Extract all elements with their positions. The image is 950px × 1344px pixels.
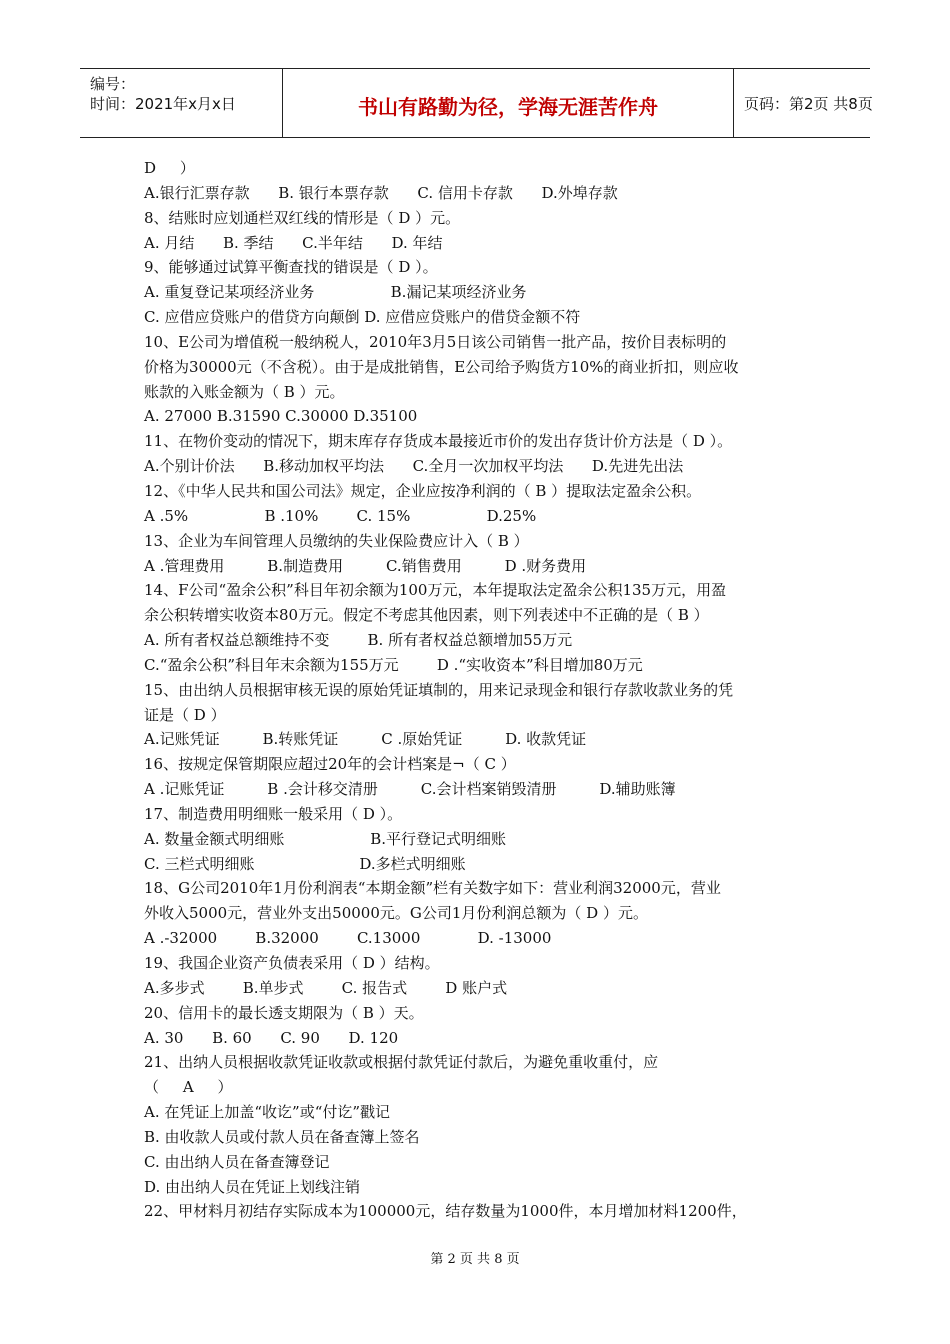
text-line: A. 30 B. 60 C. 90 D. 120 [144, 1028, 399, 1047]
header-left-cell [80, 69, 283, 137]
text-line: 22、甲材料月初结存实际成本为100000元，结存数量为1000件，本月增加材料1200件， [144, 1202, 747, 1221]
text-line: D ） [144, 159, 195, 177]
text-line: 20、信用卡的最长透支期限为（ B ）天。 [144, 1003, 424, 1022]
text-line: 价格为30000元（不含税）。由于是成批销售，E公司给予购货方10%的商业折扣，则应收 [144, 357, 739, 376]
text-line: A. 在凭证上加盖“收讫”或“付讫”戳记 [144, 1103, 391, 1122]
text-line: （ A ） [144, 1078, 233, 1097]
text-line: 外收入5000元，营业外支出50000元。G公司1月份利润总额为（ D ）元。 [144, 904, 648, 923]
text-line: 19、我国企业资产负债表采用（ D ）结构。 [144, 954, 440, 972]
text-line: A.银行汇票存款 B. 银行本票存款 C. 信用卡存款 D.外埠存款 [144, 183, 618, 202]
time-label: 时间：2021年x月x日 [90, 95, 236, 113]
text-line: A.多步式 B.单步式 C. 报告式 D 账户式 [144, 978, 508, 997]
text-line: C. 由出纳人员在备查簿登记 [144, 1152, 330, 1171]
header-right-cell [734, 69, 873, 137]
text-line: 13、企业为车间管理人员缴纳的失业保险费应计入（ B ） [144, 531, 529, 550]
text-line: A .5% B .10% C. 15% D.25% [144, 506, 537, 525]
text-line: A. 月结 B. 季结 C.半年结 D. 年结 [144, 233, 443, 252]
text-line: A.记账凭证 B.转账凭证 C .原始凭证 D. 收款凭证 [144, 730, 587, 749]
text-line: 15、由出纳人员根据审核无误的原始凭证填制的，用来记录现金和银行存款收款业务的凭 [144, 680, 734, 699]
text-line: C. 应借应贷账户的借贷方向颠倒 D. 应借应贷账户的借贷金额不符 [144, 308, 581, 327]
text-line: 11、在物价变动的情况下，期末库存存货成本最接近市价的发出存货计价方法是（ D ）。 [144, 432, 733, 451]
text-line: A .-32000 B.32000 C.13000 D. -13000 [144, 929, 552, 948]
header-motto: 书山有路勤为径，学海无涯苦作舟 [358, 95, 658, 119]
serial-label: 编号： [90, 75, 136, 93]
text-line: 8、结账时应划通栏双红线的情形是（ D ）元。 [144, 208, 461, 227]
document-body [144, 156, 824, 1224]
text-line: C.“盈余公积”科目年末余额为155万元 D .“实收资本”科目增加80万元 [144, 655, 643, 674]
text-line: A. 数量金额式明细账 B.平行登记式明细账 [144, 829, 506, 848]
text-line: 18、G公司2010年1月份利润表“本期金额”栏有关数字如下：营业利润32000元，营业 [144, 879, 721, 898]
text-line: 10、E公司为增值税一般纳税人，2010年3月5日该公司销售一批产品，按价目表标明的 [144, 332, 727, 351]
text-line: D. 由出纳人员在凭证上划线注销 [144, 1177, 361, 1196]
text-line: 9、能够通过试算平衡查找的错误是（ D ）。 [144, 258, 438, 277]
text-line: 余公积转增实收资本80万元。假定不考虑其他因素，则下列表述中不正确的是（ B ） [144, 606, 709, 625]
page-header [80, 68, 873, 138]
text-line: 证是（ D ） [144, 705, 226, 724]
text-line: A. 27000 B.31590 C.30000 D.35100 [144, 407, 418, 426]
text-line: B. 由收款人员或付款人员在备查簿上签名 [144, 1127, 420, 1146]
header-middle-cell [283, 69, 734, 137]
text-line: C. 三栏式明细账 D.多栏式明细账 [144, 854, 466, 873]
text-line: 12、《中华人民共和国公司法》规定，企业应按净利润的（ B ）提取法定盈余公积。 [144, 481, 702, 500]
text-line: A .管理费用 B.制造费用 C.销售费用 D .财务费用 [144, 556, 587, 575]
text-line: 17、制造费用明细账一般采用（ D ）。 [144, 804, 403, 823]
text-line: 21、出纳人员根据收款凭证收款或根据付款凭证付款后，为避免重收重付，应 [144, 1053, 659, 1072]
text-line: A. 所有者权益总额维持不变 B. 所有者权益总额增加55万元 [144, 631, 573, 650]
text-line: 14、F公司“盈余公积”科目年初余额为100万元，本年提取法定盈余公积135万元，用盈 [144, 581, 727, 600]
page-code: 页码：第2页 共8页 [744, 95, 873, 113]
text-line: 账款的入账金额为（ B ）元。 [144, 382, 345, 401]
text-line: A. 重复登记某项经济业务 B.漏记某项经济业务 [144, 283, 527, 302]
page-footer: 第 2 页 共 8 页 [430, 1252, 520, 1267]
text-line: A .记账凭证 B .会计移交清册 C.会计档案销毁清册 D.辅助账簿 [144, 780, 676, 799]
text-line: A.个别计价法 B.移动加权平均法 C.全月一次加权平均法 D.先进先出法 [144, 457, 684, 476]
text-line: 16、按规定保管期限应超过20年的会计档案是¬（ C ） [144, 755, 516, 774]
